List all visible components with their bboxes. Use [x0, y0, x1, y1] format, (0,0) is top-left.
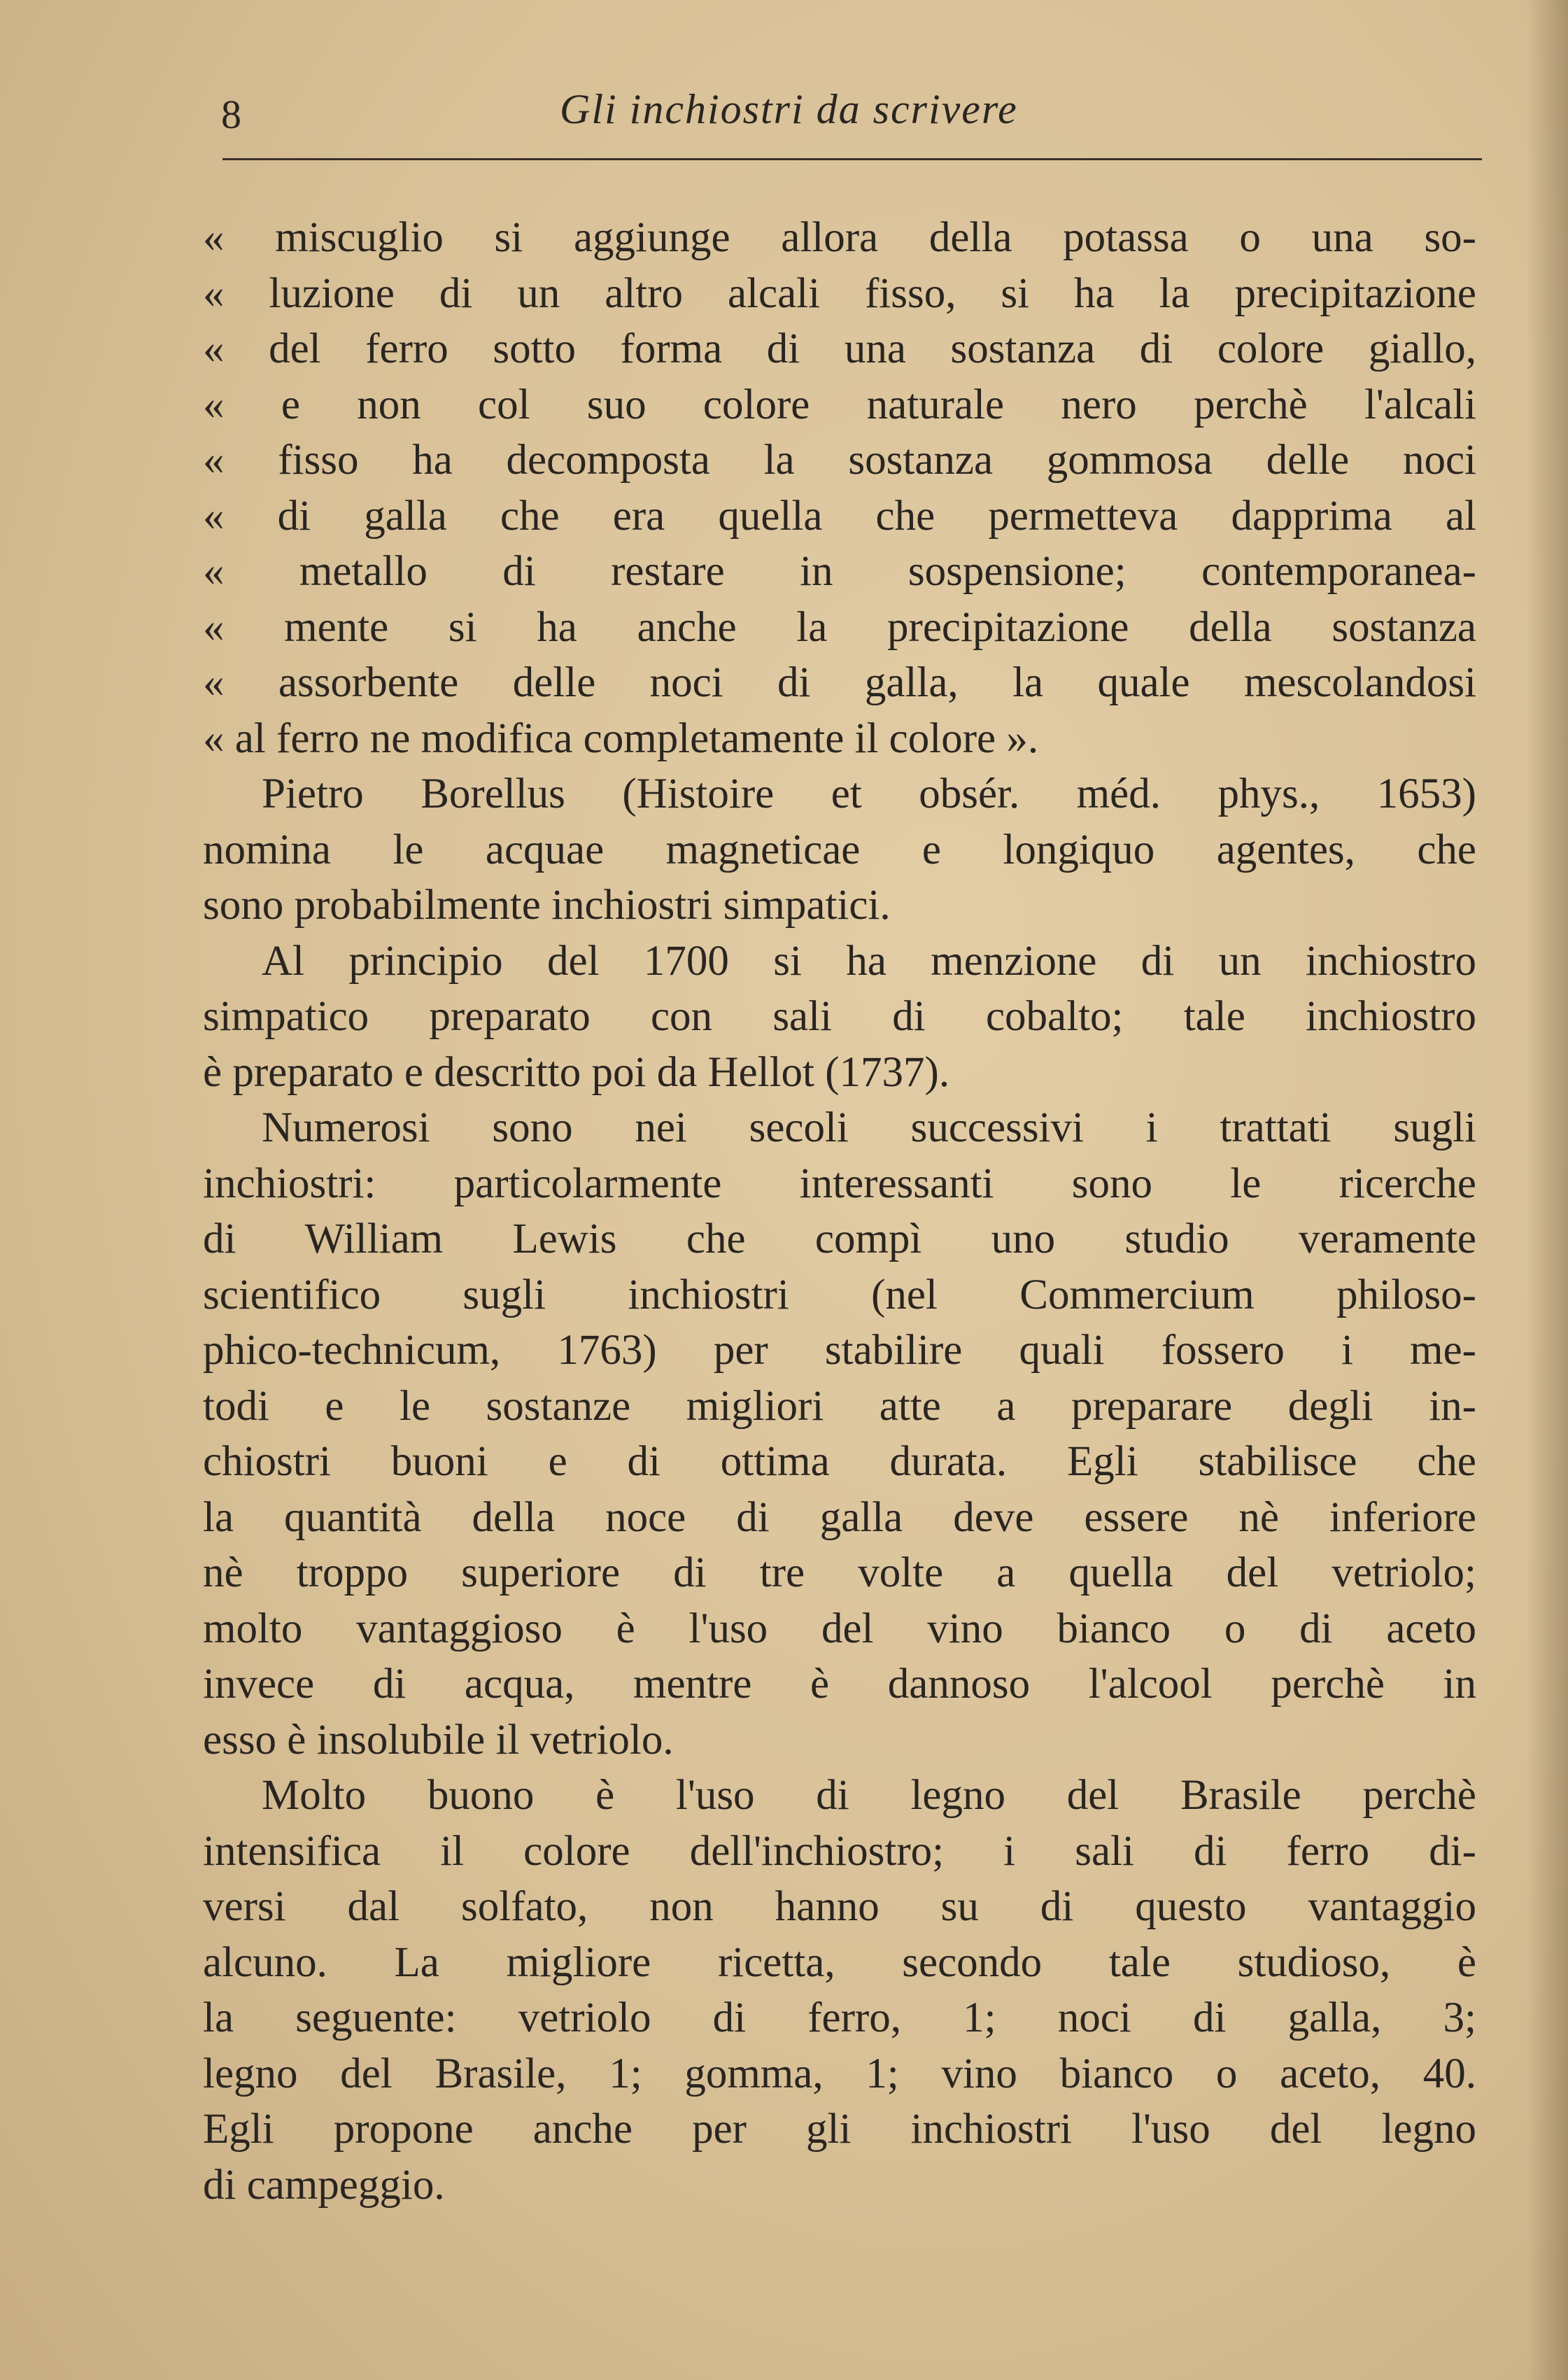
text-line: chiostri buoni e di ottima durata. Egli stabilisce che [203, 1438, 1476, 1485]
text-line: la quantità della noce di galla deve essere nè inferiore [203, 1493, 1476, 1541]
text-line: è preparato e descritto poi da Hellot (1737). [203, 1048, 950, 1096]
text-line: legno del Brasile, 1; gomma, 1; vino bianco o aceto, 40. [203, 2050, 1476, 2097]
text-line: « di galla che era quella che permetteva dapprima al [203, 492, 1476, 540]
text-line: todi e le sostanze migliori atte a preparare degli in- [203, 1382, 1476, 1430]
text-line: « mente si ha anche la precipitazione della sostanza [203, 603, 1476, 651]
body-text [203, 210, 1476, 2213]
text-line: Al principio del 1700 si ha menzione di un inchiostro [262, 937, 1476, 985]
text-line: molto vantaggioso è l'uso del vino bianco o di aceto [203, 1605, 1476, 1652]
text-line: Pietro Borellus (Histoire et obsér. méd. phys., 1653) [262, 770, 1476, 817]
text-line: versi dal solfato, non hanno su di questo vantaggio [203, 1883, 1476, 1930]
text-line: scientifico sugli inchiostri (nel Commercium philoso- [203, 1271, 1476, 1318]
text-line: phico-technicum, 1763) per stabilire quali fossero i me- [203, 1327, 1476, 1374]
text-line: alcuno. La migliore ricetta, secondo tale studioso, è [203, 1938, 1476, 1986]
text-line: « al ferro ne modifica completamente il colore ». [203, 714, 1039, 762]
text-line: inchiostri: particolarmente interessanti sono le ricerche [203, 1160, 1476, 1207]
page-header [210, 77, 1483, 154]
header-rule [223, 158, 1482, 160]
page-edge-shadow [1526, 0, 1568, 2380]
text-line: « del ferro sotto forma di una sostanza di colore giallo, [203, 325, 1476, 372]
text-line: di campeggio. [203, 2161, 445, 2209]
text-line: nè troppo superiore di tre volte a quella del vetriolo; [203, 1549, 1476, 1596]
text-line: invece di acqua, mentre è dannoso l'alcool perchè in [203, 1661, 1476, 1707]
text-line: Egli propone anche per gli inchiostri l'uso del legno [203, 2106, 1476, 2153]
text-line: « assorbente delle noci di galla, la quale mescolandosi [203, 659, 1476, 706]
text-line: sono probabilmente inchiostri simpatici. [203, 882, 891, 929]
text-line: « fisso ha decomposta la sostanza gommosa delle noci [203, 437, 1476, 484]
text-line: « e non col suo colore naturale nero perchè l'alcali [203, 381, 1476, 428]
text-line: « luzione di un altro alcali fisso, si ha la precipitazione [203, 269, 1476, 317]
text-line: la seguente: vetriolo di ferro, 1; noci di galla, 3; [203, 1994, 1476, 2041]
text-line: intensifica il colore dell'inchiostro; i sali di ferro di- [203, 1827, 1476, 1875]
text-line: simpatico preparato con sali di cobalto; tale inchiostro [203, 993, 1476, 1040]
text-line: esso è insolubile il vetriolo. [203, 1716, 674, 1763]
text-line: « metallo di restare in sospensione; contemporanea- [203, 548, 1476, 595]
running-title: Gli inchiostri da scrivere [560, 86, 1018, 132]
text-line: Numerosi sono nei secoli successivi i trattati sugli [262, 1104, 1476, 1151]
text-line: di William Lewis che compì uno studio veramente [203, 1216, 1476, 1262]
text-line: nomina le acquae magneticae e longiquo agentes, che [203, 826, 1476, 873]
text-line: Molto buono è l'uso di legno del Brasile perchè [262, 1772, 1476, 1819]
page-number: 8 [221, 92, 241, 137]
text-line: « miscuglio si aggiunge allora della potassa o una so- [203, 214, 1476, 261]
